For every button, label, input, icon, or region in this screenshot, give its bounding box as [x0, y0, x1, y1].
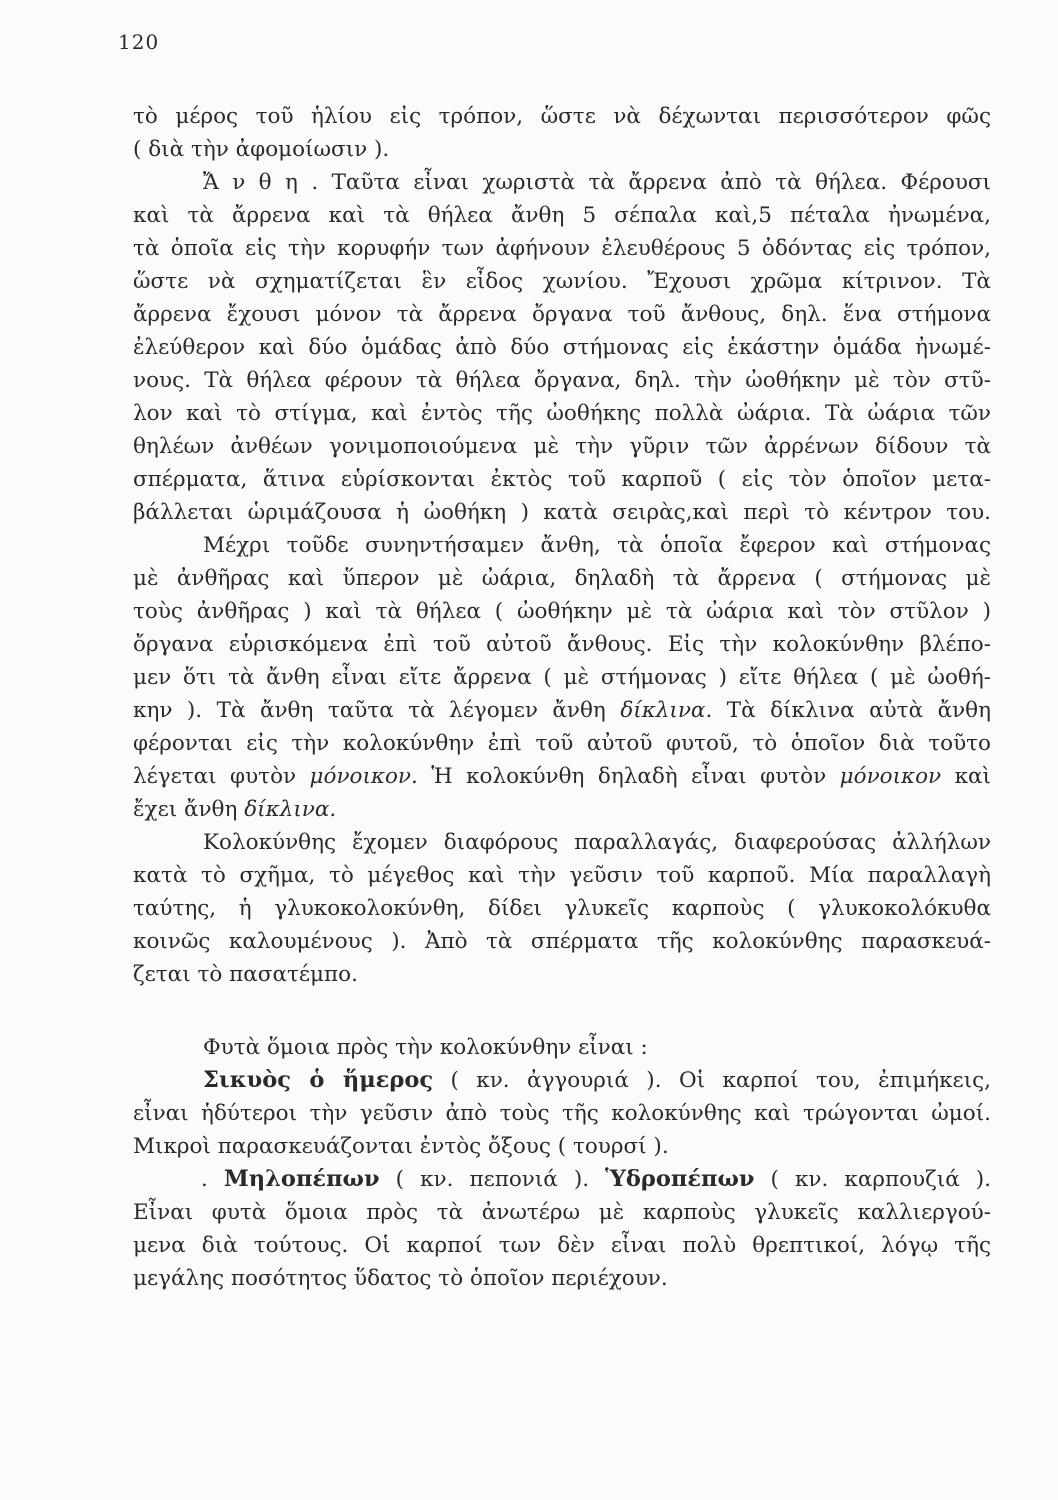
text-run: καὶ	[941, 764, 991, 789]
text-line: τοὺς ἀνθῆρας ) καὶ τὰ θήλεα ( ὠοθήκην μὲ τὰ ὠάρια καὶ τὸν στῦλον )	[133, 599, 991, 624]
text-run: .	[201, 1167, 224, 1192]
text-run: ( κν. ἀγγουριά ). Οἱ καρποί του, ἐπιμήκεις,	[433, 1068, 991, 1093]
text-run: Τὰ δίκλινα αὐτὰ ἄνθη	[712, 698, 991, 723]
italic-term: δίκλινα.	[620, 698, 713, 723]
text-line: εἶναι ἡδύτεροι τὴν γεῦσιν ἀπὸ τοὺς τῆς κολοκύνθης καὶ τρώγονται ὠμοί.	[133, 1101, 991, 1126]
bold-term: Μηλοπέπων	[223, 1166, 380, 1192]
bold-term: Σικυὸς ὁ ἥμερος	[203, 1067, 434, 1093]
text-line: μεγάλης ποσότητος ὕδατος τὸ ὁποῖον περιέχουν.	[133, 1266, 668, 1291]
text-run: ἔχει ἄνθη	[133, 797, 245, 822]
text-run: Ἡ κολοκύνθη δηλαδὴ εἶναι φυτὸν	[417, 764, 840, 789]
text-line: νους. Τὰ θήλεα φέρουν τὰ θήλεα ὄργανα, δηλ. τὴν ὠοθήκην μὲ τὸν στῦ-	[133, 368, 991, 393]
text-line: τὰ ὁποῖα εἰς τὴν κορυφήν των ἀφήνουν ἐλευθέρους 5 ὀδόντας εἰς τρόπον,	[133, 236, 991, 261]
text-line: ( διὰ τὴν ἀφομοίωσιν ).	[133, 137, 390, 162]
text-line: ἐλεύθερον καὶ δύο ὁμάδας ἀπὸ δύο στήμονας εἰς ἑκάστην ὁμάδα ἠνωμέ-	[133, 335, 991, 360]
text-line: βάλλεται ὡριμάζουσα ἡ ὠοθήκη ) κατὰ σειρὰς,καὶ περὶ τὸ κέντρον του.	[133, 500, 991, 525]
section-heading-line: Ἄ ν θ η . Ταῦτα εἶναι χωριστὰ τὰ ἄρρενα ἀπὸ τὰ θήλεα. Φέρουσι	[203, 170, 991, 195]
text-line	[133, 793, 991, 826]
text-line: ἄρρενα ἔχουσι μόνον τὰ ἄρρενα ὄργανα τοῦ ἄνθους, δηλ. ἕνα στήμονα	[133, 302, 991, 327]
paragraph-start-line: Φυτὰ ὅμοια πρὸς τὴν κολοκύνθην εἶναι :	[203, 1035, 648, 1060]
italic-term: δίκλινα.	[244, 797, 337, 822]
paragraph-start-line	[133, 1163, 991, 1196]
text-line: μὲ ἀνθῆρας καὶ ὕπερον μὲ ὠάρια, δηλαδὴ τὰ ἄρρενα ( στήμονας μὲ	[133, 566, 991, 591]
text-line: λον καὶ τὸ στίγμα, καὶ ἐντὸς τῆς ὠοθήκης πολλὰ ὠάρια. Τὰ ὠάρια τῶν	[133, 401, 991, 426]
text-line: φέρονται εἰς τὴν κολοκύνθην ἐπὶ τοῦ αὐτοῦ φυτοῦ, τὸ ὁποῖον διὰ τοῦτο	[133, 731, 991, 756]
paragraph-gap	[133, 991, 991, 1031]
text-line: μεν ὅτι τὰ ἄνθη εἶναι εἴτε ἄρρενα ( μὲ στήμονας ) εἴτε θήλεα ( μὲ ὠοθή-	[133, 665, 991, 690]
text-run: κην ). Τὰ ἄνθη ταῦτα τὰ λέγομεν ἄνθη	[133, 698, 621, 723]
text-line: ὄργανα εὑρισκόμενα ἐπὶ τοῦ αὐτοῦ ἄνθους. Εἰς τὴν κολοκύνθην βλέπο-	[133, 632, 991, 657]
text-line: καὶ τὰ ἄρρενα καὶ τὰ θήλεα ἄνθη 5 σέπαλα καὶ,5 πέταλα ἠνωμένα,	[133, 203, 991, 228]
text-line: ὥστε νὰ σχηματίζεται ἓν εἶδος χωνίου. Ἔχουσι χρῶμα κίτρινον. Τὰ	[133, 269, 991, 294]
text-line: Εἶναι φυτὰ ὅμοια πρὸς τὰ ἀνωτέρω μὲ καρποὺς γλυκεῖς καλλιεργού-	[133, 1200, 991, 1225]
paragraph-start-line: Μέχρι τοῦδε συνηντήσαμεν ἄνθη, τὰ ὁποῖα ἔφερον καὶ στήμονας	[203, 533, 991, 558]
paragraph-start-line: Κολοκύνθης ἔχομεν διαφόρους παραλλαγάς, διαφερούσας ἀλλήλων	[203, 830, 991, 855]
text-line: τὸ μέρος τοῦ ἡλίου εἰς τρόπον, ὥστε νὰ δέχωνται περισσότερον φῶς	[133, 104, 991, 129]
bold-term: Ὑδροπέπων	[605, 1166, 755, 1192]
text-line	[133, 694, 991, 727]
text-run: ( κν. καρπουζιά ).	[754, 1167, 991, 1192]
page-number: 120	[118, 30, 160, 54]
text-line: Μικροὶ παρασκευάζονται ἐντὸς ὄξους ( τουρσί ).	[133, 1134, 669, 1159]
page-text	[133, 100, 991, 1295]
text-line: μενα διὰ τούτους. Οἱ καρποί των δὲν εἶναι πολὺ θρεπτικοί, λόγῳ τῆς	[133, 1233, 991, 1258]
text-line: κοινῶς καλουμένους ). Ἀπὸ τὰ σπέρματα τῆς κολοκύνθης παρασκευά-	[133, 929, 991, 954]
text-line	[133, 760, 991, 793]
text-run: ( κν. πεπονιά ).	[379, 1167, 606, 1192]
paragraph-start-line	[133, 1064, 991, 1097]
text-line: ταύτης, ἡ γλυκοκολοκύνθη, δίδει γλυκεῖς καρποὺς ( γλυκοκολόκυθα	[133, 896, 991, 921]
text-line: ζεται τὸ πασατέμπο.	[133, 962, 358, 987]
text-line: θηλέων ἀνθέων γονιμοποιούμενα μὲ τὴν γῦριν τῶν ἀρρένων δίδουν τὰ	[133, 434, 991, 459]
text-run: λέγεται φυτὸν	[133, 764, 310, 789]
text-line: κατὰ τὸ σχῆμα, τὸ μέγεθος καὶ τὴν γεῦσιν τοῦ καρποῦ. Μία παραλλαγὴ	[133, 863, 991, 888]
italic-term: μόνοικον.	[309, 764, 418, 789]
italic-term: μόνοικον	[839, 764, 942, 789]
text-line: σπέρματα, ἅτινα εὑρίσκονται ἐκτὸς τοῦ καρποῦ ( εἰς τὸν ὁποῖον μετα-	[133, 467, 991, 492]
